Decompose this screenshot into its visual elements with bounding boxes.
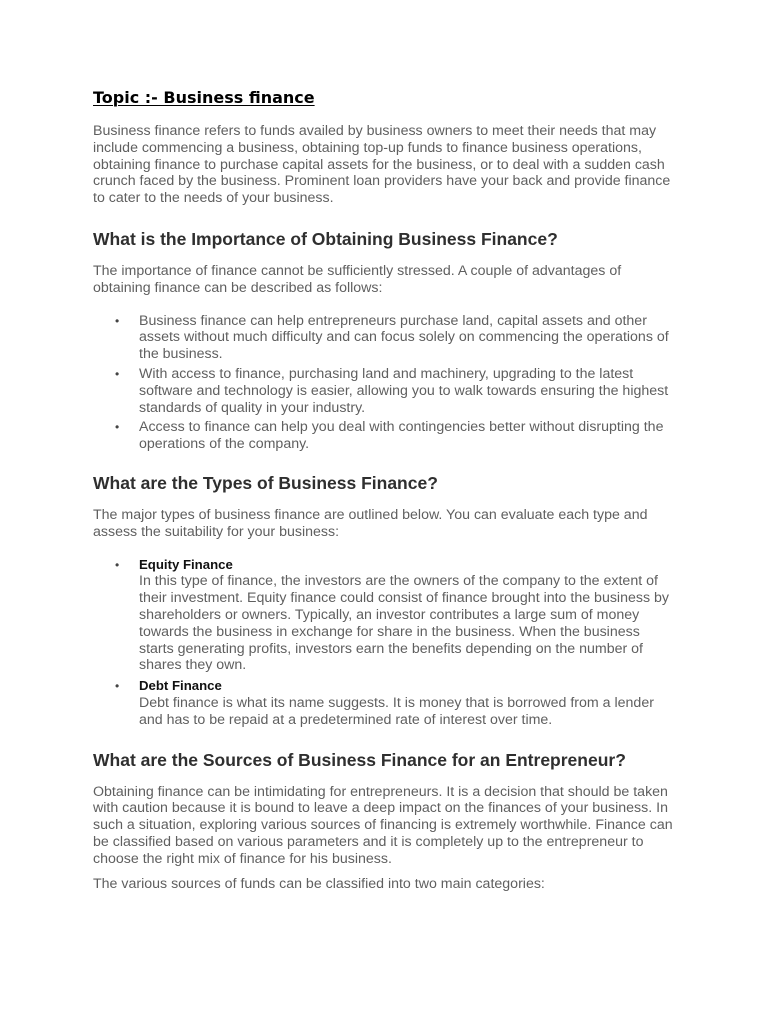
list-item-title: Equity Finance xyxy=(139,556,233,572)
types-paragraph: The major types of business finance are outlined below. You can evaluate each type and assess the suitability for your business: xyxy=(93,506,648,540)
list-item-text: With access to finance, purchasing land and machinery, upgrading to the latest software and technology is easier, allowing you to walk towards ensuring the highest standards of quality in your industry. xyxy=(139,365,669,416)
list-item xyxy=(93,557,675,675)
list-item xyxy=(93,678,675,728)
page-title: Topic :- Business finance xyxy=(93,88,315,107)
importance-paragraph: The importance of finance cannot be sufficiently stressed. A couple of advantages of obtaining finance can be described as follows: xyxy=(93,262,622,296)
list-item xyxy=(93,313,675,363)
bullet-icon: • xyxy=(115,557,120,572)
bullet-icon: • xyxy=(115,313,120,328)
categories-paragraph: The various sources of funds can be classified into two main categories: xyxy=(93,875,545,892)
list-item xyxy=(93,419,675,453)
importance-heading: What is the Importance of Obtaining Business Finance? xyxy=(93,228,558,249)
list-item xyxy=(93,366,675,416)
types-heading: What are the Types of Business Finance? xyxy=(93,472,438,493)
list-item-text: Access to finance can help you deal with contingencies better without disrupting the operations of the company. xyxy=(139,419,664,453)
bullet-icon: • xyxy=(115,420,120,435)
document-page xyxy=(93,86,675,892)
importance-list xyxy=(93,313,675,453)
bullet-icon: • xyxy=(115,679,120,694)
sources-heading: What are the Sources of Business Finance for an Entrepreneur? xyxy=(93,749,626,770)
list-item-title: Debt Finance xyxy=(139,678,222,694)
list-item-text: In this type of finance, the investors are the owners of the company to the extent of their investment. Equity finance could consist of finance brought into the business by shareholders or owners. Typically, an investor contributes a large sum of money towards the business in exchange for share in the business. When the business starts generating profits, investors earn the benefits depending on the number of shares they own. xyxy=(139,573,669,674)
intro-paragraph: Business finance refers to funds availed by business owners to meet their needs that may include commencing a business, obtaining top-up funds to finance business operations, obtaining finance to purchase capital assets for the business, or to deal with a sudden cash crunch faced by the business. Prominent loan providers have your back and provide finance to cater to the needs of your business. xyxy=(93,123,671,207)
list-item-text: Debt finance is what its name suggests. It is money that is borrowed from a lender and has to be repaid at a predetermined rate of interest over time. xyxy=(139,694,654,728)
bullet-icon: • xyxy=(115,366,120,381)
list-item-text: Business finance can help entrepreneurs purchase land, capital assets and other assets without much difficulty and can focus solely on commencing the operations of the business. xyxy=(139,312,669,363)
sources-paragraph: Obtaining finance can be intimidating for entrepreneurs. It is a decision that should be taken with caution because it is bound to leave a deep impact on the finances of your business. In such a situation, exploring various sources of financing is extremely worthwhile. Finance can be classified based on various parameters and it is completely up to the entrepreneur to choose the right mix of finance for his business. xyxy=(93,783,673,867)
types-list xyxy=(93,557,675,729)
